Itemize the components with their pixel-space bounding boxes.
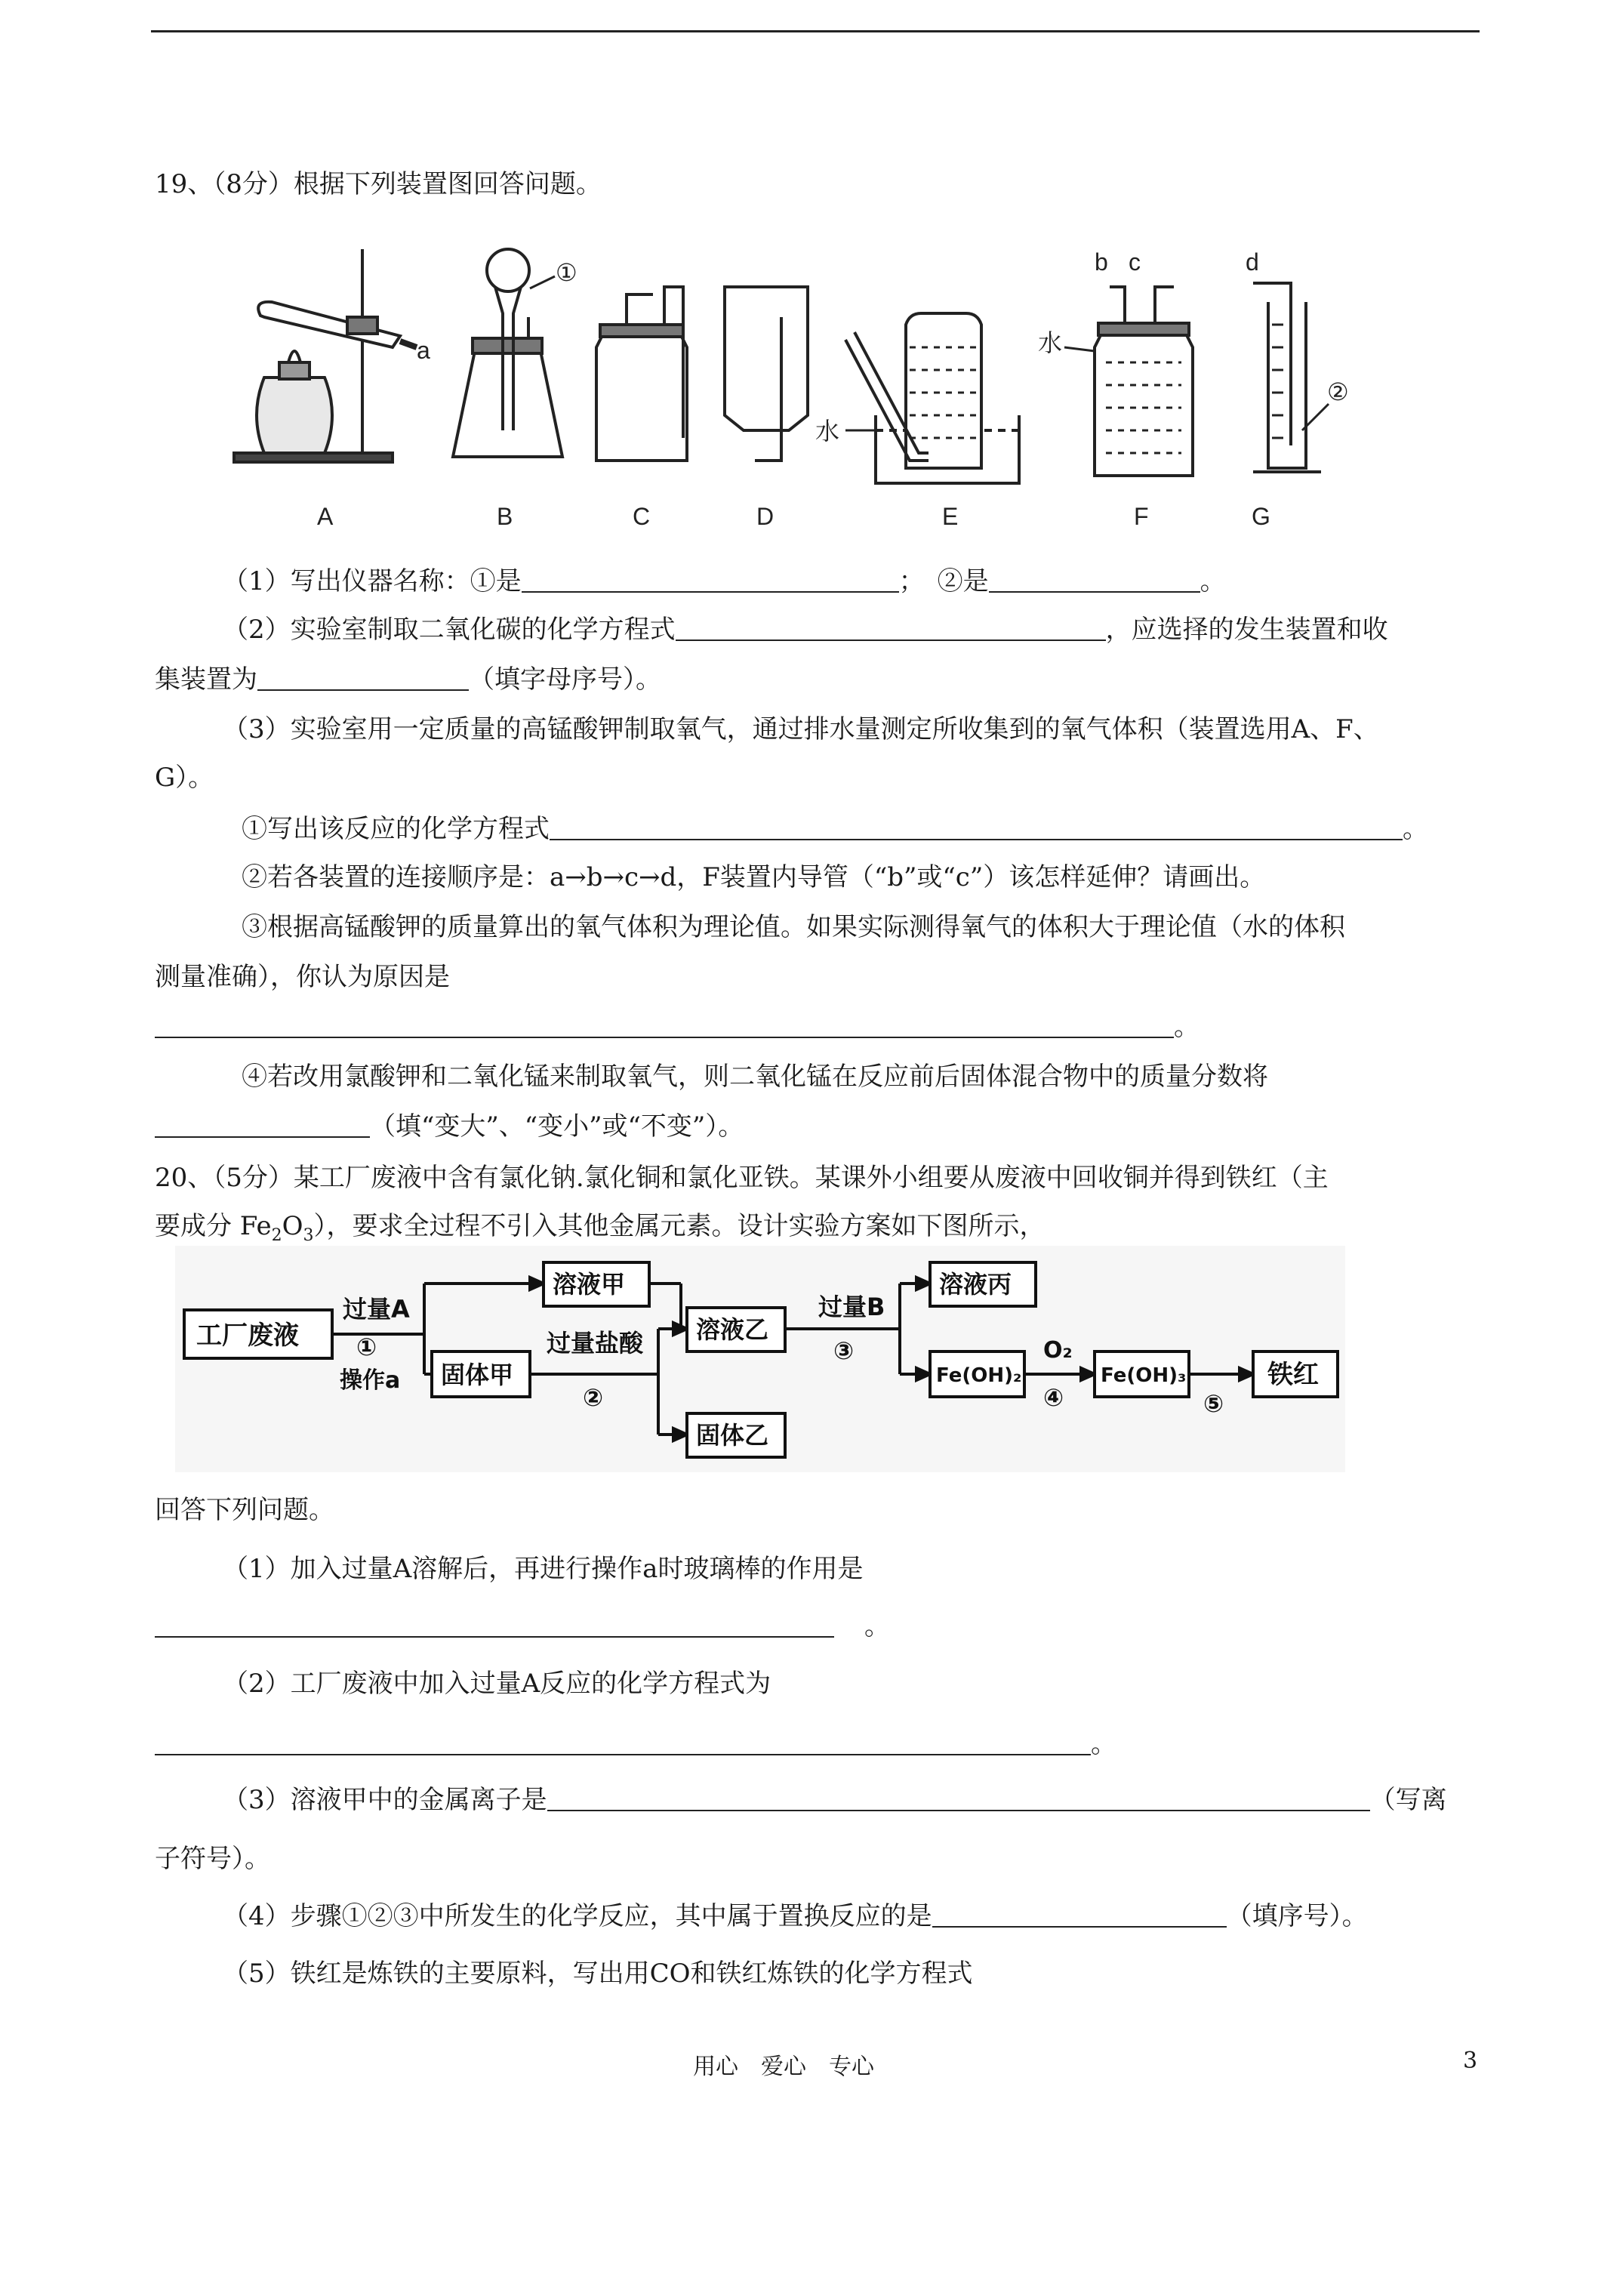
label-D: D — [756, 503, 775, 530]
flow-solid-yi: 固体乙 — [696, 1421, 769, 1450]
q19-s2: ②若各装置的连接顺序是：a→b→c→d，F装置内导管（“b”或“c”）该怎样延伸？请画出。 — [242, 862, 1266, 892]
q19-p3: （3）实验室用一定质量的高锰酸钾制取氧气，通过排水量测定所收集到的氧气体积（装置选用A、F、 — [223, 714, 1379, 744]
q20-header: 20、（5分）某工厂废液中含有氯化钠.氯化铜和氯化亚铁。某课外小组要从废液中回收铜并得到铁红（主 — [155, 1163, 1329, 1193]
q20-a1: （1）加入过量A溶解后，再进行操作a时玻璃棒的作用是 — [223, 1554, 864, 1584]
footer-motto: 用心 爱心 专心 — [693, 2054, 874, 2080]
mark-water-f: 水 — [1038, 329, 1063, 356]
apparatus-figure — [219, 242, 1351, 544]
q20-a2: （2）工厂废液中加入过量A反应的化学方程式为 — [223, 1669, 771, 1699]
mark-water-e: 水 — [815, 418, 840, 445]
flow-sol-yi: 溶液乙 — [696, 1315, 769, 1344]
flow-o2: O₂ — [1043, 1337, 1073, 1364]
flow-op-a: 操作a — [340, 1367, 401, 1394]
mark-b: b — [1095, 248, 1108, 276]
mark-circle2: ② — [1327, 378, 1349, 405]
flow-step4: ④ — [1043, 1383, 1064, 1412]
mark-circle1: ① — [556, 259, 577, 286]
flow-step3: ③ — [833, 1336, 855, 1365]
flow-sol-jia: 溶液甲 — [553, 1270, 626, 1299]
q20-intro: 回答下列问题。 — [155, 1495, 334, 1525]
label-B: B — [497, 503, 513, 530]
flow-step1: ① — [356, 1333, 377, 1361]
q19-s1: ①写出该反应的化学方程式 。 — [242, 814, 1428, 844]
q20-a2-line: 。 — [155, 1727, 1116, 1761]
label-G: G — [1252, 503, 1270, 530]
flow-step5: ⑤ — [1203, 1389, 1224, 1418]
flow-excess-a: 过量A — [343, 1295, 410, 1324]
q20-a5: （5）铁红是炼铁的主要原料，写出用CO和铁红炼铁的化学方程式 — [223, 1959, 973, 1989]
q19-header: 19、（8分）根据下列装置图回答问题。 — [155, 169, 602, 199]
q19-s3: ③根据高锰酸钾的质量算出的氧气体积为理论值。如果实际测得氧气的体积大于理论值（水的体积 — [242, 912, 1345, 942]
q19-s4: ④若改用氯酸钾和二氧化锰来制取氧气，则二氧化锰在反应前后固体混合物中的质量分数将 — [242, 1062, 1268, 1092]
q19-s3b: 测量准确），你认为原因是 — [155, 962, 450, 992]
page-number: 3 — [1463, 2048, 1478, 2074]
flow-iron-red: 铁红 — [1267, 1360, 1319, 1390]
q20-a1-line: 。 — [155, 1610, 890, 1643]
flow-waste: 工厂废液 — [196, 1321, 299, 1351]
label-F: F — [1134, 503, 1149, 530]
q19-p1: （1）写出仪器名称：①是 ； ②是 。 — [223, 566, 1226, 596]
q20-a3: （3）溶液甲中的金属离子是 （写离 — [223, 1785, 1447, 1815]
q19-p2b: 集装置为 （填字母序号）。 — [155, 664, 661, 695]
label-C: C — [633, 503, 651, 530]
flow-sol-bing: 溶液丙 — [939, 1270, 1012, 1299]
q19-s4b: （填“变大”、“变小”或“不变”）。 — [155, 1110, 744, 1143]
label-A: A — [317, 503, 334, 530]
mark-a: a — [417, 337, 430, 364]
flow-excess-hcl: 过量盐酸 — [547, 1329, 644, 1358]
flow-solid-jia: 固体甲 — [441, 1361, 514, 1389]
q20-header2: 要成分 $Fe_2O_3$），要求全过程不引入其他金属元素。设计实验方案如下图所示， — [155, 1211, 1046, 1245]
q19-p3b: G）。 — [155, 763, 214, 793]
q20-a3b: 子符号）。 — [155, 1844, 270, 1874]
flow-feoh3: Fe(OH)₃ — [1101, 1364, 1187, 1387]
q20-a4: （4）步骤①②③中所发生的化学反应，其中属于置换反应的是 （填序号）。 — [223, 1901, 1368, 1931]
mark-d: d — [1246, 248, 1259, 276]
flow-excess-b: 过量B — [818, 1293, 885, 1321]
flow-step2: ② — [583, 1383, 604, 1412]
q19-s3c: 。 — [155, 1010, 1200, 1043]
label-E: E — [942, 503, 959, 530]
mark-c: c — [1129, 248, 1141, 276]
flow-diagram — [175, 1246, 1345, 1472]
q19-p2: （2）实验室制取二氧化碳的化学方程式 ，应选择的发生装置和收 — [223, 615, 1388, 645]
header-rule — [151, 30, 1480, 32]
flow-feoh2: Fe(OH)₂ — [936, 1364, 1022, 1387]
